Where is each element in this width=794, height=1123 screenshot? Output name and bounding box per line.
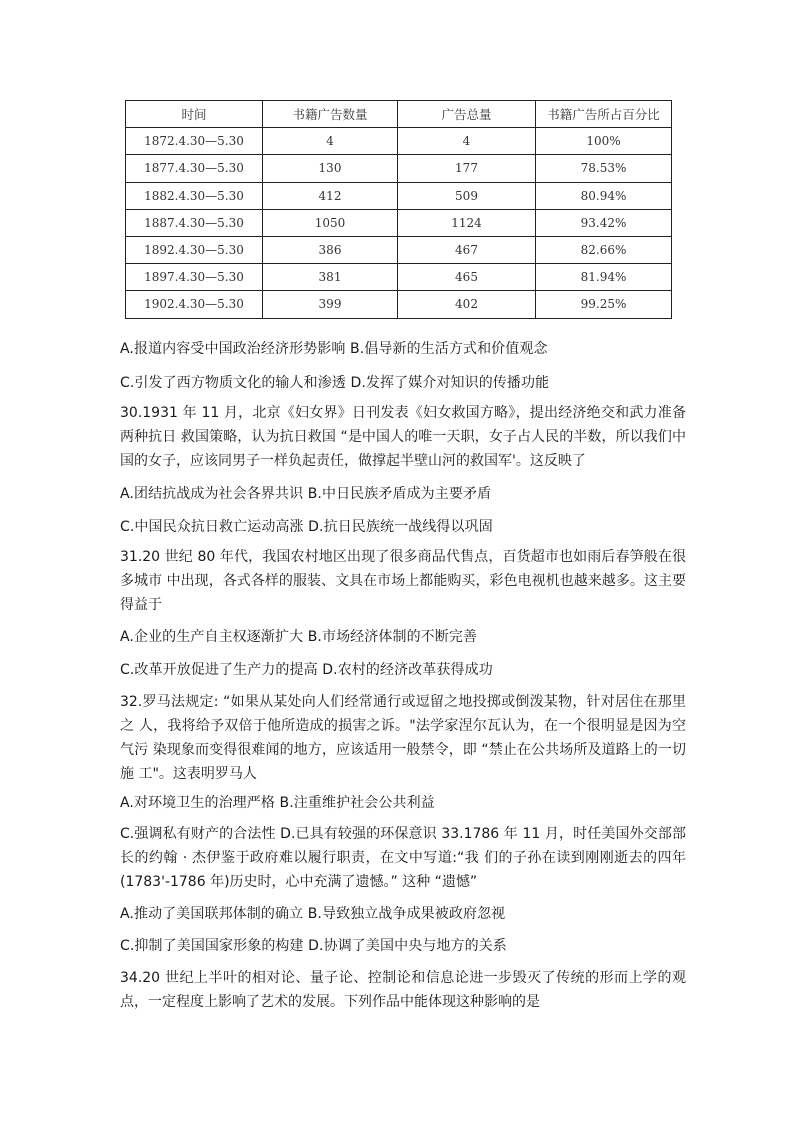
q31-stem: 31.20 世纪 80 年代，我国农村地区出现了很多商品代售点，百货超市也如雨后春笋般在很多城市 中出现，各式各样的服装、文具在市场上都能购买，彩色电视机也越来越多。这主要得益于	[120, 549, 686, 613]
table-cell: 1902.4.30—5.30	[126, 291, 263, 318]
table-cell: 99.25%	[536, 291, 672, 318]
table-row	[126, 236, 672, 263]
q32-stem: 32.罗马法规定: “如果从某处向人们经常通行或逗留之地投掷或倒泼某物，针对居住在那里之 人，我将给予双倍于他所造成的损害之诉。"法学家涅尔瓦认为，在一个很明显是因为空气污 染现象而变得很难闻的地方，应该适用一般禁令，即 “禁止在公共场所及道路上的一切施 工"。这表明罗马人	[120, 694, 686, 782]
table-cell: 93.42%	[536, 209, 672, 236]
q31-options-cd: C.改革开放促进了生产力的提高 D.农村的经济改革获得成功	[120, 662, 493, 678]
table-cell: 82.66%	[536, 236, 672, 263]
table-cell: 177	[398, 155, 536, 182]
table-cell: 399	[263, 291, 398, 318]
table-cell: 1897.4.30—5.30	[126, 264, 263, 291]
ad-statistics-table	[125, 100, 672, 319]
table-cell: 81.94%	[536, 264, 672, 291]
table-cell: 1877.4.30—5.30	[126, 155, 263, 182]
table-cell: 100%	[536, 128, 672, 155]
table-cell: 130	[263, 155, 398, 182]
table-cell: 1882.4.30—5.30	[126, 182, 263, 209]
table-cell: 402	[398, 291, 536, 318]
table-cell: 4	[398, 128, 536, 155]
table-cell: 4	[263, 128, 398, 155]
table-header-row	[126, 101, 672, 128]
table-row	[126, 128, 672, 155]
q34-stem: 34.20 世纪上半叶的相对论、量子论、控制论和信息论进一步毁灭了传统的形而上学的观点，一定程度上影响了艺术的发展。下列作品中能体现这种影响的是	[120, 970, 686, 1010]
q29-options-cd: C.引发了西方物质文化的输人和渗透 D.发挥了媒介对知识的传播功能	[120, 375, 550, 391]
table-row	[126, 264, 672, 291]
table-cell: 465	[398, 264, 536, 291]
table-cell: 412	[263, 182, 398, 209]
q32-options-ab: A.对环境卫生的治理严格 B.注重维护社会公共利益	[120, 795, 435, 811]
q32-options-cd-q33-stem: C.强调私有财产的合法性 D.已具有较强的环保意识 33.1786 年 11 月，时任美国外交部部长的约翰 · 杰伊鉴于政府难以履行职责，在文中写道:“我 们的子孙在读到刚刚逝去的四年(1783'-1786 年)历史时，心中充满了遗憾。” 这种 “遗憾”	[120, 826, 686, 890]
q30-stem: 30.1931 年 11 月，北京《妇女界》日刊发表《妇女救国方略》，提出经济绝交和武力准备两种抗日 救国策略，认为抗日救国 “是中国人的唯一天职，女子占人民的半数，所以我们中国的女子，应该同男子一样负起责任，做撑起半壁山河的救国军'。这反映了	[120, 405, 686, 469]
table-cell: 1887.4.30—5.30	[126, 209, 263, 236]
table-cell: 1124	[398, 209, 536, 236]
column-header: 书籍广告数量	[263, 101, 398, 128]
table-cell: 381	[263, 264, 398, 291]
table-cell: 1892.4.30—5.30	[126, 236, 263, 263]
q30-options-cd: C.中国民众抗日救亡运动高涨 D.抗日民族统一战线得以巩固	[120, 519, 493, 535]
table-cell: 80.94%	[536, 182, 672, 209]
q33-options-ab: A.推动了美国联邦体制的确立 B.导致独立战争成果被政府忽视	[120, 906, 506, 922]
column-header: 书籍广告所占百分比	[536, 101, 672, 128]
q30-options-ab: A.团结抗战成为社会各界共识 B.中日民族矛盾成为主要矛盾	[120, 486, 492, 502]
table-cell: 509	[398, 182, 536, 209]
table-row	[126, 209, 672, 236]
table-cell: 1872.4.30—5.30	[126, 128, 263, 155]
column-header: 广告总量	[398, 101, 536, 128]
table-row	[126, 155, 672, 182]
table-row	[126, 291, 672, 318]
table-cell: 467	[398, 236, 536, 263]
q33-options-cd: C.抑制了美国国家形象的构建 D.协调了美国中央与地方的关系	[120, 938, 507, 954]
table-cell: 78.53%	[536, 155, 672, 182]
q31-options-ab: A.企业的生产自主权逐渐扩大 B.市场经济体制的不断完善	[120, 629, 478, 645]
table-row	[126, 182, 672, 209]
table-cell: 1050	[263, 209, 398, 236]
table-cell: 386	[263, 236, 398, 263]
column-header: 时间	[126, 101, 263, 128]
q29-options-ab: A.报道内容受中国政治经济形势影响 B.倡导新的生活方式和价值观念	[120, 341, 548, 357]
